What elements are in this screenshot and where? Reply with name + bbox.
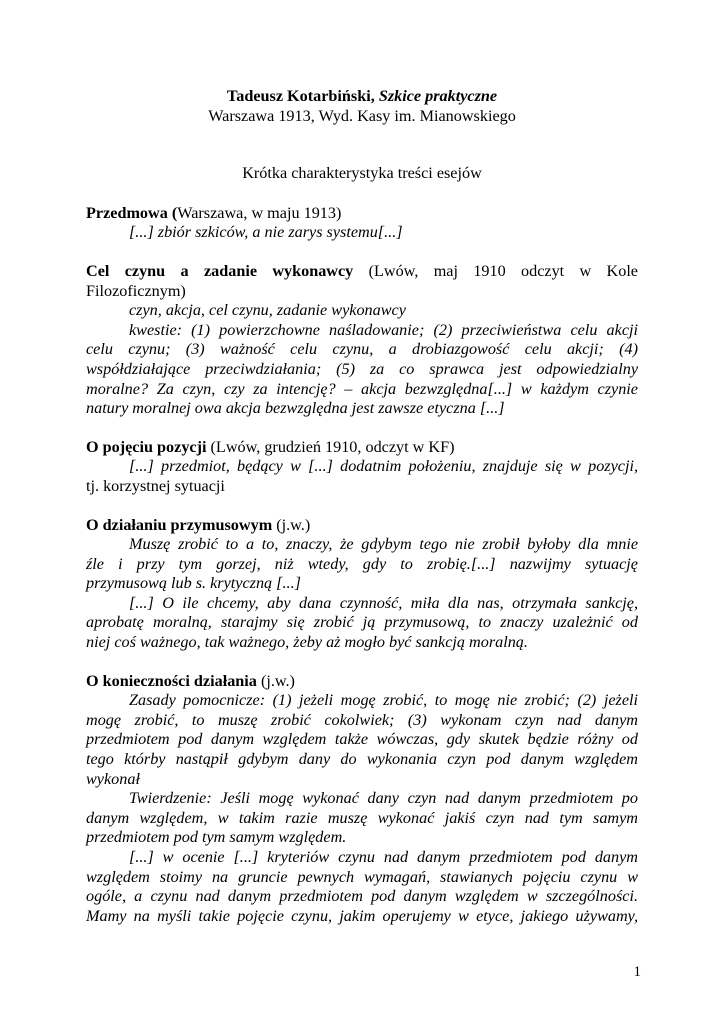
quote-line: źle i przy tym gorzej, niż wtedy, gdy to zrobię.[...] nazwijmy sytuację bbox=[86, 554, 638, 573]
quote-line: kwestie: (1) powierzchowne naśladowanie; (2) przeciwieństwa celu akcji bbox=[129, 320, 638, 339]
document-subtitle: Krótka charakterystyka treści esejów bbox=[242, 164, 482, 183]
quote-line: [...] O ile chcemy, aby dana czynność, miła dla nas, otrzymała sankcję, bbox=[129, 593, 638, 612]
quote-line: tego którby nastąpił gdybym dany do wykonania czyn pod danym względem bbox=[86, 750, 638, 769]
quote-line: Twierdzenie: Jeśli mogę wykonać dany czyn nad danym przedmiotem po bbox=[129, 789, 638, 808]
section-cel-czynu bbox=[86, 262, 638, 419]
section-quote: [...] zbiór szkiców, a nie zarys systemu[...] bbox=[129, 223, 403, 242]
section-note: (j.w.) bbox=[272, 515, 311, 534]
quote-line: przymusową lub s. krytyczną [...] bbox=[86, 574, 301, 593]
section-heading: O działaniu przymusowym bbox=[86, 515, 273, 534]
section-przedmowa bbox=[86, 204, 638, 243]
quote-line: Zasady pomocnicze: (1) jeżeli mogę zrobić, to mogę nie zrobić; (2) jeżeli bbox=[129, 691, 638, 710]
quote-line: [...] w ocenie [...] kryteriów czynu nad danym przedmiotem pod danym bbox=[129, 848, 638, 866]
page-number: 1 bbox=[633, 964, 641, 980]
section-heading: O konieczności działania bbox=[86, 671, 257, 690]
quote-line: przedmiotem pod tym samym względem. bbox=[86, 828, 347, 847]
title-line bbox=[86, 87, 638, 107]
book-title: Szkice praktyczne bbox=[378, 87, 498, 105]
section-note: (j.w.) bbox=[256, 671, 295, 690]
quote-line: względem stoimy na gruncie pewnych wymagań, stawianych pojęciu czynu w bbox=[86, 867, 638, 886]
section-heading: Przedmowa ( bbox=[86, 203, 178, 222]
section-note-cont: Filozoficznym) bbox=[86, 281, 186, 300]
section-dzialanie-przymusowe bbox=[86, 516, 638, 653]
quote-line: danym względem, w takim razie muszę wykonać jakiś czyn nad tym samym bbox=[86, 808, 638, 827]
section-heading: Cel czynu a zadanie wykonawcy bbox=[86, 261, 354, 280]
quote-line: Muszę zrobić to a to, znaczy, że gdybym tego nie zrobił byłoby dla mnie bbox=[129, 535, 638, 554]
section-heading: O pojęciu pozycji bbox=[86, 437, 207, 456]
publisher-line: Warszawa 1913, Wyd. Kasy im. Mianowskiego bbox=[208, 106, 516, 125]
section-note: Warszawa, w maju 1913) bbox=[177, 203, 342, 222]
quote-line: moralne? Za czyn, czy za intencję? – akcja bezwzględna[...] w każdym czynie bbox=[86, 379, 638, 398]
section-pojecie-pozycji bbox=[86, 438, 638, 497]
quote-line: celu czynu; (3) ważność celu czynu, a drobiazgowość celu akcji; (4) bbox=[86, 340, 638, 359]
quote-line: Mamy na myśli takie pojęcie czynu, jakim operujemy w etyce, jakiego używamy, bbox=[86, 906, 638, 925]
quote-line: współdziałające przeciwdziałania; (5) za co sprawca jest odpowiedzialny bbox=[86, 359, 638, 378]
quote-line: [...] przedmiot, będący w [...] dodatnim położeniu, znajduje się w pozycji, bbox=[129, 457, 638, 476]
quote-line: niej coś ważnego, tak ważnego, żeby aż mogło być sankcją moralną. bbox=[86, 633, 528, 652]
section-koniecznosc-dzialania bbox=[86, 672, 638, 927]
quote-line: mogę zrobić, to muszę zrobić cokolwiek; (3) wykonam czyn nad danym bbox=[86, 710, 638, 729]
document-page bbox=[86, 87, 638, 926]
quote-line: wykonał bbox=[86, 769, 140, 788]
quote-tail: tj. korzystnej sytuacji bbox=[86, 476, 225, 495]
section-note: (Lwów, maj 1910 odczyt w Kole bbox=[368, 261, 638, 280]
quote-line: ogóle, a czynu nad danym przedmiotem pod danym względem w szczególności. bbox=[86, 887, 638, 906]
section-note: (Lwów, grudzień 1910, odczyt w KF) bbox=[206, 437, 455, 456]
section-keywords: czyn, akcja, cel czynu, zadanie wykonawcy bbox=[129, 301, 406, 320]
quote-line: natury moralnej owa akcja bezwzględna jest zawsze etyczna [...] bbox=[86, 399, 505, 418]
quote-line: aprobatę moralną, starajmy się zrobić ją przymusową, to znaczy uzależnić od bbox=[86, 613, 638, 632]
author-name: Tadeusz Kotarbiński, bbox=[226, 87, 375, 105]
quote-line: przedmiotem pod danym względem także wówczas, gdy skutek będzie różny od bbox=[86, 730, 638, 749]
